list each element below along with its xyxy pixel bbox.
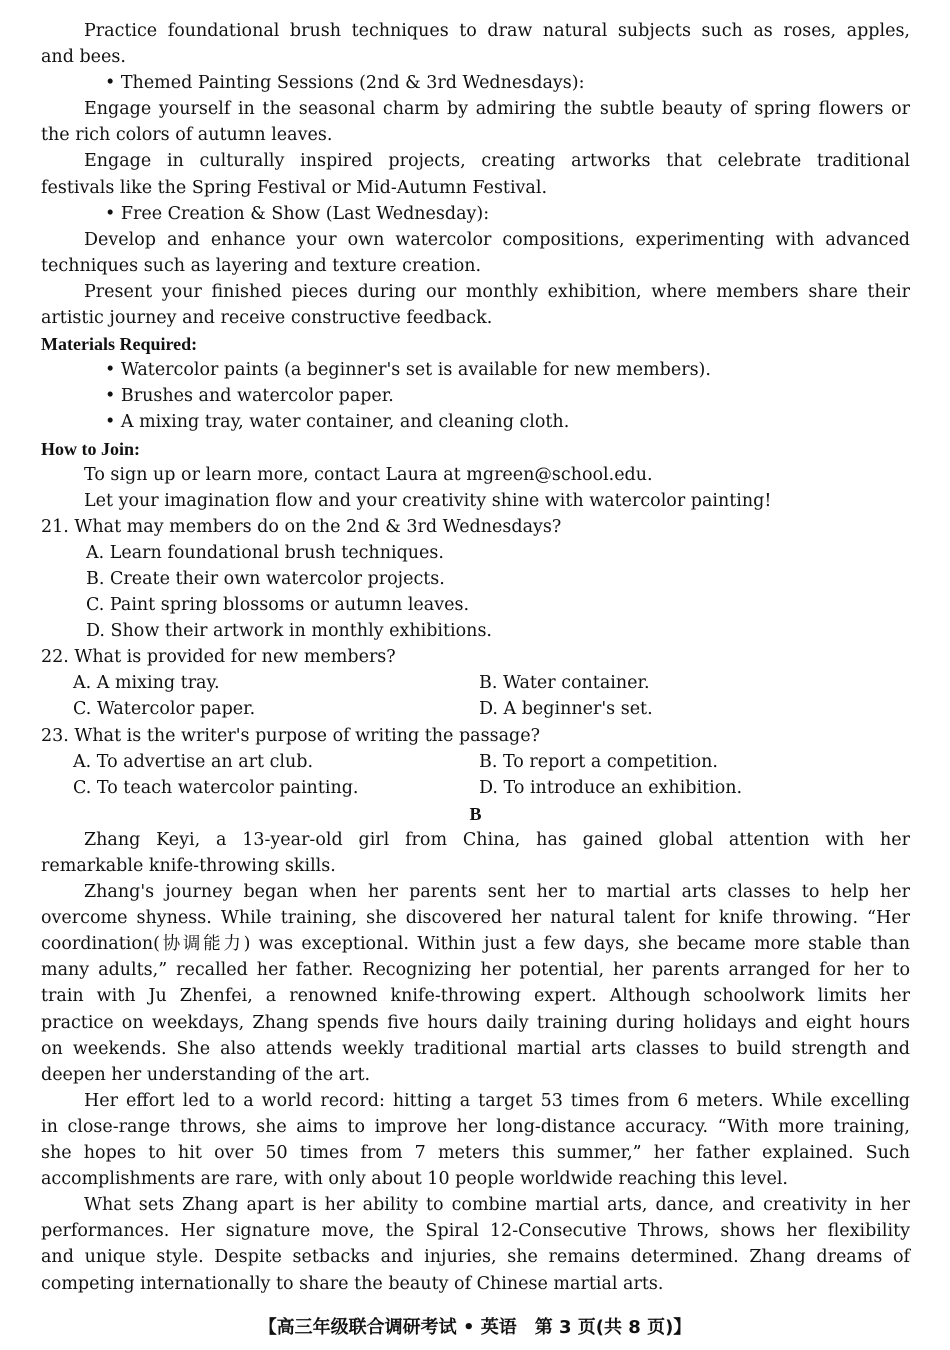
- paragraph-line: • Themed Painting Sessions (2nd & 3rd Wednesdays):: [105, 73, 585, 94]
- materials-list: [41, 357, 910, 435]
- join-line: Let your imagination flow and your creativity shine with watercolor painting!: [84, 490, 772, 511]
- passage-a-sessions: [41, 70, 910, 331]
- paragraph-line: competing internationally to share the beauty of Chinese martial arts.: [41, 1273, 664, 1294]
- paragraph-line: • Free Creation & Show (Last Wednesday):: [105, 203, 490, 224]
- option-d: D. A beginner's set.: [479, 699, 653, 720]
- paragraph-line: practice on weekdays, Zhang spends five hours daily training during holidays and eight hours: [41, 1012, 910, 1033]
- option-b: B. Create their own watercolor projects.: [86, 568, 445, 589]
- paragraph-line: artistic journey and receive constructive feedback.: [41, 308, 493, 329]
- section-b-title: B: [469, 803, 482, 824]
- paragraph-line: in close-range throws, she aims to improve her long-distance accuracy. “With more training,: [41, 1116, 910, 1137]
- option-b: B. To report a competition.: [479, 751, 718, 772]
- question-21: [41, 514, 910, 644]
- paragraph-line: Engage in culturally inspired projects, creating artworks that celebrate traditional: [84, 151, 910, 172]
- option-d: D. Show their artwork in monthly exhibitions.: [86, 621, 492, 642]
- paragraph-line: Zhang's journey began when her parents sent her to martial arts classes to help her: [84, 882, 910, 903]
- join-heading: How to Join:: [41, 438, 140, 459]
- paragraph-line: festivals like the Spring Festival or Mid-Autumn Festival.: [41, 177, 548, 198]
- paragraph-line: Engage yourself in the seasonal charm by admiring the subtle beauty of spring flowers or: [84, 99, 910, 120]
- materials-heading: Materials Required:: [41, 334, 198, 355]
- paragraph-line: train with Ju Zhenfei, a renowned knife-throwing expert. Although schoolwork limits her: [41, 986, 910, 1007]
- material-item-line: • Brushes and watercolor paper.: [105, 386, 394, 407]
- question-text: 21. What may members do on the 2nd & 3rd Wednesdays?: [41, 516, 562, 537]
- option-d: D. To introduce an exhibition.: [479, 777, 743, 798]
- join-line: To sign up or learn more, contact Laura at mgreen@school.edu.: [84, 464, 653, 485]
- paragraph-line: coordination(协调能力) was exceptional. Within just a few days, she became more stable than: [41, 934, 910, 955]
- option-a: A. To advertise an art club.: [73, 751, 314, 772]
- exam-page: [41, 18, 910, 1297]
- option-c: C. Watercolor paper.: [73, 699, 256, 720]
- paragraph-line: Develop and enhance your own watercolor compositions, experimenting with advanced: [84, 229, 910, 250]
- material-item-line: • Watercolor paints (a beginner's set is available for new members).: [105, 360, 711, 381]
- paragraph-line: remarkable knife-throwing skills.: [41, 856, 336, 876]
- paragraph-line: What sets Zhang apart is her ability to combine martial arts, dance, and creativity in her: [84, 1195, 910, 1216]
- option-b: B. Water container.: [479, 673, 650, 694]
- paragraph-line: many adults,” recalled her father. Recognizing her potential, her parents arranged for her to: [41, 960, 910, 981]
- paragraph-line: accomplishments are rare, with only about 10 people worldwide reaching this level.: [41, 1169, 788, 1190]
- paragraph-line: and unique style. Despite setbacks and injuries, she remains determined. Zhang dreams of: [41, 1247, 910, 1268]
- question-text: 22. What is provided for new members?: [41, 647, 396, 668]
- paragraph-line: the rich colors of autumn leaves.: [41, 125, 333, 146]
- paragraph-line: overcome shyness. While training, she discovered her natural talent for knife throwing. “Her: [41, 908, 910, 929]
- paragraph-line: she hopes to hit over 50 times from 7 meters this summer,” her father explained. Such: [41, 1143, 910, 1164]
- paragraph-line: Zhang Keyi, a 13-year-old girl from China, has gained global attention with her: [84, 829, 910, 850]
- paragraph-line: Her effort led to a world record: hitting a target 53 times from 6 meters. While excelling: [84, 1090, 910, 1111]
- material-item-line: • A mixing tray, water container, and cleaning cloth.: [105, 412, 570, 433]
- question-text: 23. What is the writer's purpose of writing the passage?: [41, 725, 540, 746]
- passage-a-tail: [41, 18, 910, 70]
- join-info: [41, 462, 910, 514]
- option-c: C. Paint spring blossoms or autumn leaves.: [86, 595, 470, 616]
- paragraph-line: and bees.: [41, 47, 126, 68]
- option-c: C. To teach watercolor painting.: [73, 777, 359, 798]
- passage-b: [41, 827, 910, 1297]
- option-a: A. Learn foundational brush techniques.: [86, 542, 444, 563]
- paragraph-line: Present your finished pieces during our monthly exhibition, where members share their: [84, 281, 910, 302]
- option-a: A. A mixing tray.: [73, 673, 220, 694]
- question-23: [41, 723, 910, 801]
- paragraph-line: deepen her understanding of the art.: [41, 1064, 371, 1085]
- paragraph-line: Practice foundational brush techniques to draw natural subjects such as roses, apples,: [84, 21, 910, 41]
- page-footer: 【高三年级联合调研考试 • 英语 第 3 页(共 8 页)】: [258, 1317, 692, 1338]
- paragraph-line: performances. Her signature move, the Spiral 12-Consecutive Throws, shows her flexibility: [41, 1221, 910, 1242]
- paragraph-line: techniques such as layering and texture creation.: [41, 255, 482, 276]
- paragraph-line: on weekends. She also attends weekly traditional martial arts classes to build strength and: [41, 1038, 910, 1059]
- question-22: [41, 644, 910, 722]
